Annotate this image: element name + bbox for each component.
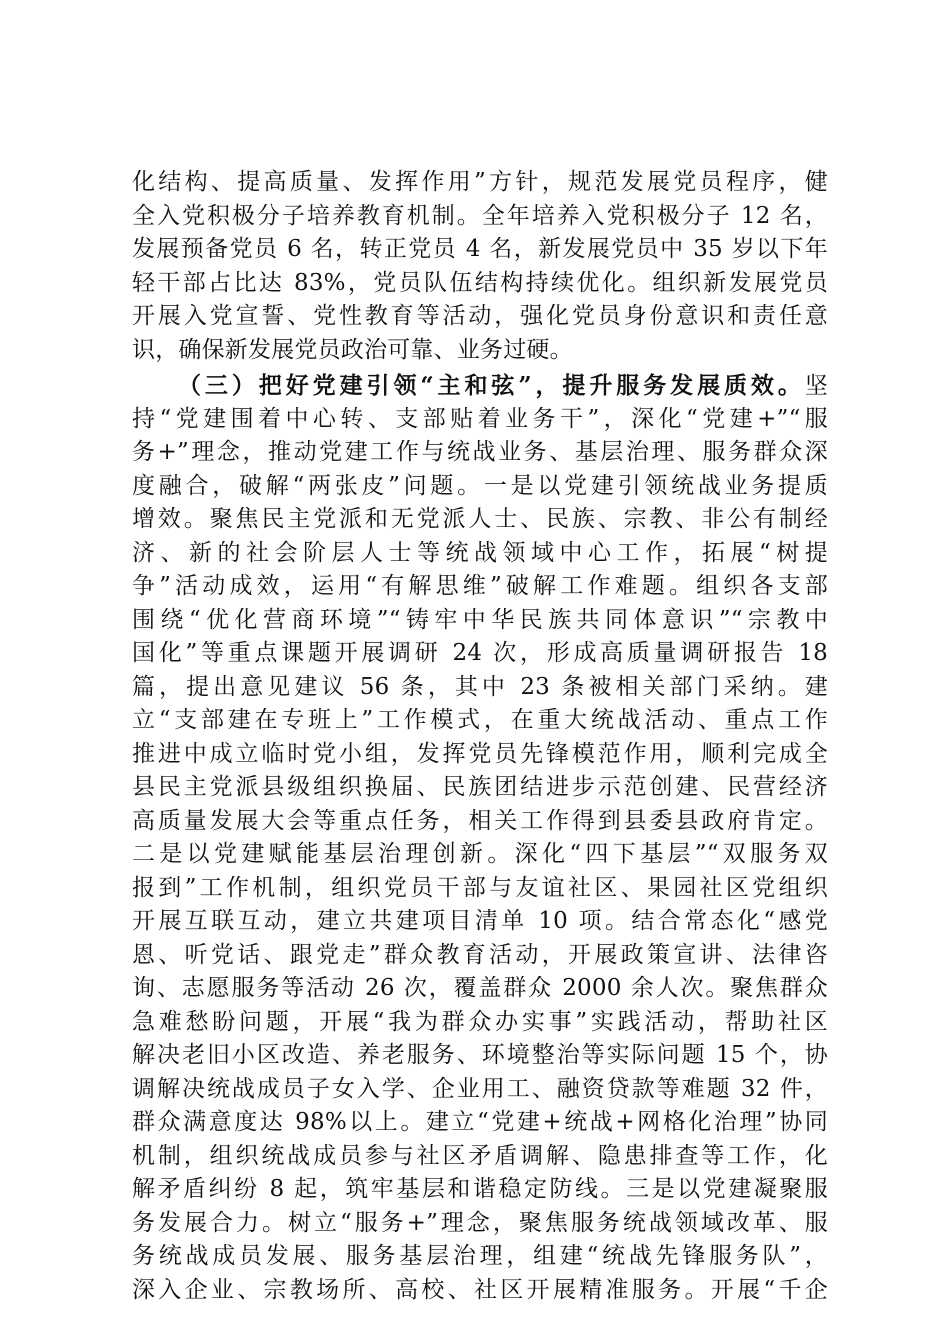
text-line: 开展入党宣誓、党性教育等活动，强化党员身份意识和责任意 (132, 303, 828, 329)
text-line: 恩、听党话、跟党走”群众教育活动，开展政策宣讲、法律咨 (132, 941, 828, 968)
text-line: 报到”工作机制，组织党员干部与友谊社区、果园社区党组织 (132, 874, 828, 901)
text-line: 围绕“优化营商环境”“铸牢中华民族共同体意识”“宗教中 (132, 606, 828, 633)
text-line: 济、新的社会阶层人士等统战领域中心工作，拓展“树提 (132, 539, 828, 566)
text-line: 调解决统战成员子女入学、企业用工、融资贷款等难题 32 件， (132, 1075, 828, 1102)
text-line: 高质量发展大会等重点任务，相关工作得到县委县政府肯定。 (132, 807, 828, 834)
section-heading: （三）把好党建引领“主和弦”，提升服务发展质效。 (178, 372, 805, 399)
text-line: 开展互联互动，建立共建项目清单 10 项。结合常态化“感党 (132, 908, 828, 934)
text-line: 群众满意度达 98%以上。建立“党建+统战+网格化治理”协同 (132, 1109, 828, 1135)
text-line: 篇，提出意见建议 56 条，其中 23 条被相关部门采纳。建 (132, 673, 828, 700)
text-line: 务统战成员发展、服务基层治理，组建“统战先锋服务队”， (132, 1243, 828, 1269)
text-line: 化结构、提高质量、发挥作用”方针，规范发展党员程序，健 (132, 169, 828, 195)
text-line: 持“党建围着中心转、支部贴着业务干”，深化“党建+”“服 (132, 405, 828, 432)
text-line: 增效。聚焦民主党派和无党派人士、民族、宗教、非公有制经 (132, 506, 828, 532)
text-line: 深入企业、宗教场所、高校、社区开展精准服务。开展“千企 (132, 1276, 828, 1303)
text-line: 二是以党建赋能基层治理创新。深化“四下基层”“双服务双 (132, 841, 828, 867)
text-line: 急难愁盼问题，开展“我为群众办实事”实践活动，帮助社区 (132, 1008, 828, 1035)
text-line: 县民主党派县级组织换届、民族团结进步示范创建、民营经济 (132, 774, 828, 800)
paragraph-party-building-leadership (132, 369, 828, 1307)
text-line: 发展预备党员 6 名，转正党员 4 名，新发展党员中 35 岁以下年 (132, 236, 828, 262)
text-line: 询、志愿服务等活动 26 次，覆盖群众 2000 余人次。聚焦群众 (132, 975, 828, 1001)
text-line: 解决老旧小区改造、养老服务、环境整治等实际问题 15 个，协 (132, 1042, 828, 1068)
text-line: 立“支部建在专班上”工作模式，在重大统战活动、重点工作 (132, 707, 828, 733)
text-line: 全入党积极分子培养教育机制。全年培养入党积极分子 12 名， (132, 202, 828, 229)
text-line: 机制，组织统战成员参与社区矛盾调解、隐患排查等工作，化 (132, 1142, 828, 1169)
text-line: 解矛盾纠纷 8 起，筑牢基层和谐稳定防线。三是以党建凝聚服 (132, 1176, 828, 1202)
text-line: 争”活动成效，运用“有解思维”破解工作难题。组织各支部 (132, 573, 828, 599)
text-line: 度融合，破解“两张皮”问题。一是以党建引领统战业务提质 (132, 472, 828, 499)
text-line: 推进中成立临时党小组，发挥党员先锋模范作用，顺利完成全 (132, 740, 828, 767)
text-line: 轻干部占比达 83%，党员队伍结构持续优化。组织新发展党员 (132, 269, 828, 296)
text-line: 务发展合力。树立“服务+”理念，聚焦服务统战领域改革、服 (132, 1209, 828, 1236)
heading-trailing-text: 坚 (804, 373, 828, 399)
text-line-with-heading (132, 369, 828, 403)
text-line: 务+”理念，推动党建工作与统战业务、基层治理、服务群众深 (132, 439, 828, 465)
paragraph-party-member-development (132, 166, 828, 367)
text-line: 国化”等重点课题开展调研 24 次，形成高质量调研报告 18 (132, 640, 828, 666)
text-line: 识，确保新发展党员政治可靠、业务过硬。 (132, 336, 573, 363)
